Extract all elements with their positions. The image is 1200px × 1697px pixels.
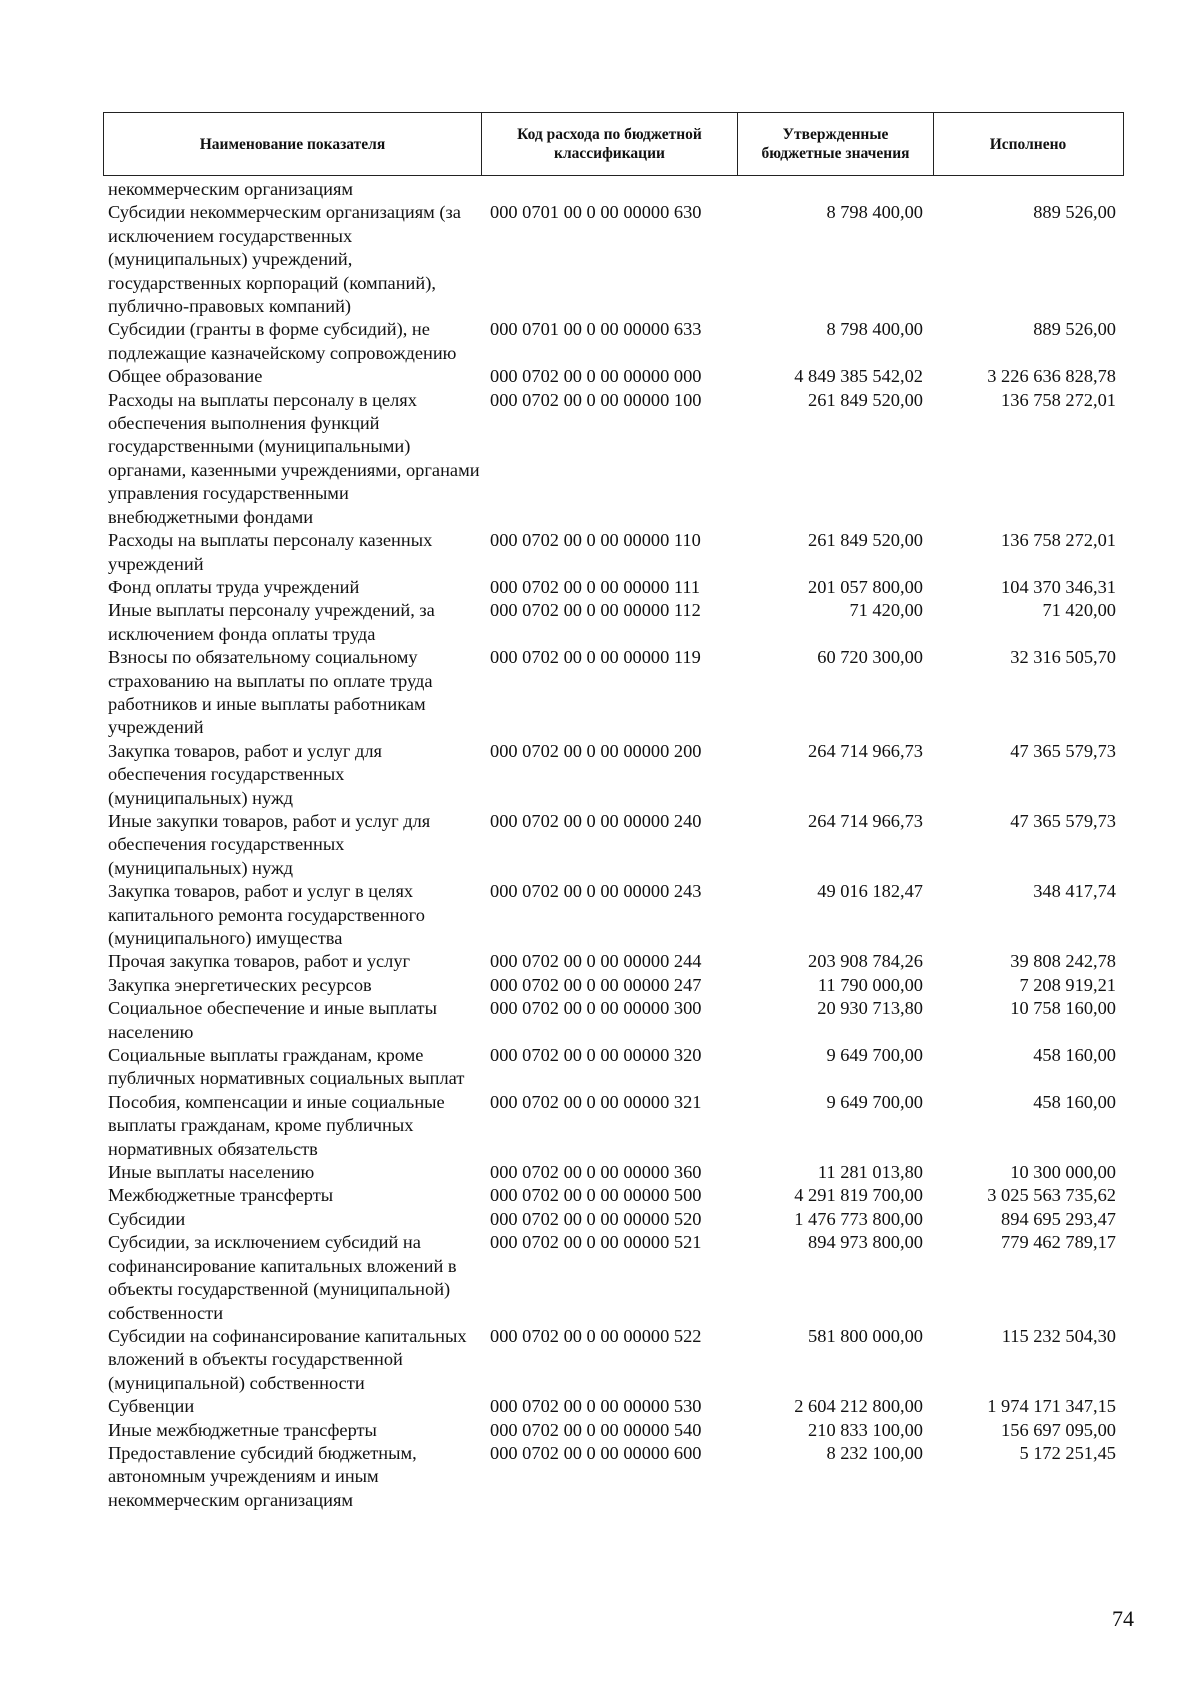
row-name: Иные закупки товаров, работ и услуг для обеспечения государственных (муниципальных) нужд (108, 810, 431, 878)
row-code: 000 0702 00 0 00 00000 300 (490, 998, 702, 1019)
table-row (103, 1044, 1124, 1091)
row-executed: 779 462 789,17 (1001, 1232, 1116, 1253)
row-approved: 71 420,00 (849, 600, 923, 621)
table-row (103, 318, 1124, 365)
row-executed: 894 695 293,47 (1001, 1208, 1116, 1229)
table-row (103, 1161, 1124, 1184)
table-row (103, 1091, 1124, 1161)
row-name: Субсидии (гранты в форме субсидий), не подлежащие казначейскому сопровождению (108, 319, 457, 363)
row-name: Социальное обеспечение и иные выплаты населению (108, 998, 437, 1042)
row-executed: 5 172 251,45 (1019, 1442, 1116, 1463)
row-code: 000 0702 00 0 00 00000 240 (490, 810, 702, 831)
row-name: Закупка товаров, работ и услуг для обеспечения государственных (муниципальных) нужд (108, 740, 382, 808)
row-executed: 3 226 636 828,78 (987, 366, 1116, 387)
row-approved: 261 849 520,00 (808, 530, 923, 551)
header-approved-values: Утвержденные бюджетные значения (738, 113, 934, 175)
row-approved: 261 849 520,00 (808, 389, 923, 410)
row-name: Расходы на выплаты персоналу казенных учреждений (108, 530, 433, 574)
row-code: 000 0702 00 0 00 00000 111 (490, 576, 701, 597)
row-approved: 264 714 966,73 (808, 740, 923, 761)
row-name: Фонд оплаты труда учреждений (108, 576, 360, 597)
row-name: Субвенции (108, 1396, 195, 1417)
table-row (103, 1208, 1124, 1231)
row-approved: 2 604 212 800,00 (794, 1396, 923, 1417)
table-row (103, 529, 1124, 576)
row-executed: 47 365 579,73 (1010, 740, 1116, 761)
row-code: 000 0702 00 0 00 00000 540 (490, 1419, 702, 1440)
row-code: 000 0702 00 0 00 00000 521 (490, 1232, 702, 1253)
row-code: 000 0702 00 0 00 00000 530 (490, 1396, 702, 1417)
row-name: Пособия, компенсации и иные социальные выплаты гражданам, кроме публичных нормативных обязательств (108, 1091, 445, 1159)
row-executed: 458 160,00 (1033, 1045, 1116, 1066)
table-row (103, 201, 1124, 318)
table-row (103, 599, 1124, 646)
row-code: 000 0702 00 0 00 00000 500 (490, 1185, 702, 1206)
table-row (103, 1325, 1124, 1395)
row-executed: 10 758 160,00 (1010, 998, 1116, 1019)
row-approved: 581 800 000,00 (808, 1325, 923, 1346)
row-executed: 136 758 272,01 (1001, 530, 1116, 551)
row-executed: 348 417,74 (1033, 881, 1116, 902)
row-name: Взносы по обязательному социальному страхованию на выплаты по оплате труда работников и иные выплаты работникам учреждений (108, 647, 433, 738)
header-indicator-name: Наименование показателя (104, 113, 482, 175)
row-approved: 49 016 182,47 (817, 881, 923, 902)
table-row (103, 997, 1124, 1044)
row-code: 000 0702 00 0 00 00000 321 (490, 1091, 702, 1112)
row-code: 000 0702 00 0 00 00000 360 (490, 1162, 702, 1183)
row-executed: 39 808 242,78 (1010, 951, 1116, 972)
row-approved: 203 908 784,26 (808, 951, 923, 972)
row-name: Иные выплаты населению (108, 1162, 315, 1183)
table-row (103, 880, 1124, 950)
table-row (103, 646, 1124, 740)
table-row (103, 810, 1124, 880)
row-executed: 889 526,00 (1033, 319, 1116, 340)
row-executed (933, 178, 1121, 201)
row-executed: 47 365 579,73 (1010, 810, 1116, 831)
row-code: 000 0702 00 0 00 00000 520 (490, 1208, 702, 1229)
row-name: Иные выплаты персоналу учреждений, за исключением фонда оплаты труда (108, 600, 435, 644)
row-name: Субсидии (108, 1208, 186, 1229)
row-code: 000 0702 00 0 00 00000 110 (490, 530, 701, 551)
table-row (103, 950, 1124, 973)
row-code: 000 0702 00 0 00 00000 119 (490, 647, 701, 668)
row-approved: 210 833 100,00 (808, 1419, 923, 1440)
row-name: Межбюджетные трансферты (108, 1185, 334, 1206)
row-code: 000 0702 00 0 00 00000 600 (490, 1442, 702, 1463)
page-number: 74 (1112, 1606, 1134, 1631)
row-approved: 8 798 400,00 (826, 202, 923, 223)
table-row (103, 389, 1124, 529)
row-name: Закупка энергетических ресурсов (108, 974, 372, 995)
row-name: Субсидии, за исключением субсидий на софинансирование капитальных вложений в объекты государственной (муниципальной) собственности (108, 1232, 457, 1323)
row-approved: 4 849 385 542,02 (794, 366, 923, 387)
row-code: 000 0702 00 0 00 00000 200 (490, 740, 702, 761)
row-code: 000 0701 00 0 00 00000 633 (490, 319, 702, 340)
row-code: 000 0702 00 0 00 00000 100 (490, 389, 702, 410)
row-approved: 60 720 300,00 (817, 647, 923, 668)
table-row (103, 1419, 1124, 1442)
row-executed: 7 208 919,21 (1019, 974, 1116, 995)
row-code: 000 0701 00 0 00 00000 630 (490, 202, 702, 223)
row-executed: 1 974 171 347,15 (987, 1396, 1116, 1417)
row-approved: 8 232 100,00 (826, 1442, 923, 1463)
row-name: Субсидии на софинансирование капитальных вложений в объекты государственной (муниципальной) собственности (108, 1325, 467, 1393)
table-row (103, 974, 1124, 997)
row-name: Расходы на выплаты персоналу в целях обеспечения выполнения функций государственными (муниципальными) органами, казенными учреждениями, органами управления государственными внебюджетными фондами (108, 389, 480, 527)
row-code (481, 178, 737, 201)
table-row (103, 365, 1124, 388)
table-header (103, 112, 1124, 176)
table-row (103, 1442, 1124, 1512)
row-name: некоммерческим организациям (108, 179, 354, 199)
row-approved: 1 476 773 800,00 (794, 1208, 923, 1229)
table-row (103, 178, 1124, 201)
row-executed: 458 160,00 (1033, 1091, 1116, 1112)
row-code: 000 0702 00 0 00 00000 243 (490, 881, 702, 902)
row-name: Субсидии некоммерческим организациям (за исключением государственных (муниципальных) учреждений, государственных корпораций (компаний), публично-правовых компаний) (108, 202, 461, 317)
table-body (103, 178, 1124, 1512)
row-executed: 71 420,00 (1042, 600, 1116, 621)
row-approved: 11 281 013,80 (817, 1162, 923, 1183)
row-executed: 889 526,00 (1033, 202, 1116, 223)
table-row (103, 1231, 1124, 1325)
table-row (103, 1395, 1124, 1418)
row-code: 000 0702 00 0 00 00000 000 (490, 366, 702, 387)
row-name: Предоставление субсидий бюджетным, автономным учреждениям и иным некоммерческим организациям (108, 1442, 417, 1510)
row-name: Общее образование (108, 366, 263, 387)
row-approved: 4 291 819 700,00 (794, 1185, 923, 1206)
row-approved: 8 798 400,00 (826, 319, 923, 340)
row-approved: 9 649 700,00 (826, 1091, 923, 1112)
row-executed: 104 370 346,31 (1001, 576, 1116, 597)
row-code: 000 0702 00 0 00 00000 244 (490, 951, 702, 972)
row-approved: 264 714 966,73 (808, 810, 923, 831)
row-name: Прочая закупка товаров, работ и услуг (108, 951, 411, 972)
row-code: 000 0702 00 0 00 00000 247 (490, 974, 702, 995)
table-row (103, 740, 1124, 810)
row-name: Закупка товаров, работ и услуг в целях капитального ремонта государственного (муниципального) имущества (108, 881, 425, 948)
row-approved (737, 178, 933, 201)
table-row (103, 576, 1124, 599)
row-executed: 3 025 563 735,62 (987, 1185, 1116, 1206)
row-approved: 20 930 713,80 (817, 998, 923, 1019)
row-executed: 136 758 272,01 (1001, 389, 1116, 410)
row-code: 000 0702 00 0 00 00000 112 (490, 600, 701, 621)
row-executed: 32 316 505,70 (1010, 647, 1116, 668)
row-name: Иные межбюджетные трансферты (108, 1419, 377, 1440)
row-approved: 9 649 700,00 (826, 1045, 923, 1066)
row-approved: 11 790 000,00 (817, 974, 923, 995)
header-budget-code: Код расхода по бюджетной классификации (482, 113, 738, 175)
header-executed: Исполнено (989, 135, 1067, 153)
row-executed: 115 232 504,30 (1001, 1325, 1116, 1346)
row-name: Социальные выплаты гражданам, кроме публичных нормативных социальных выплат (108, 1045, 465, 1089)
table-row (103, 1184, 1124, 1207)
row-executed: 156 697 095,00 (1001, 1419, 1116, 1440)
row-approved: 201 057 800,00 (808, 576, 923, 597)
row-code: 000 0702 00 0 00 00000 320 (490, 1045, 702, 1066)
row-approved: 894 973 800,00 (808, 1232, 923, 1253)
row-code: 000 0702 00 0 00 00000 522 (490, 1325, 702, 1346)
row-executed: 10 300 000,00 (1010, 1162, 1116, 1183)
